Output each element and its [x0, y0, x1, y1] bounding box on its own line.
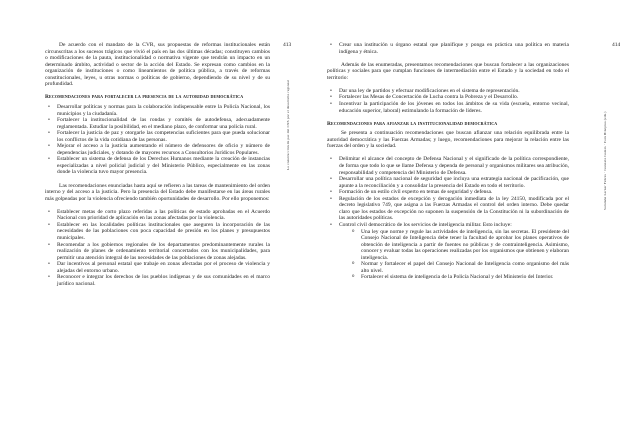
sub-list-item: o Normar y fortalecer el papel del Consejo Nacional de Inteligencia como organismo del más alto nivel. — [339, 261, 569, 274]
list-item: • Delimitar el alcance del concepto de Defensa Nacional y el significado de la política correspondiente, de forma que todo lo que se llame Defensa y dependa de personal y organismos militares sea atribución, responsabilidad y competencia del Ministerio de Defensa. — [327, 156, 569, 176]
section-heading-institutionality: Recomendaciones para afianzar la institucionalidad democrática — [327, 120, 498, 127]
left-text-column — [45, 42, 270, 294]
running-head-left: La construcción de paz del CNS por el desarrollo regional — [286, 79, 290, 170]
sub-list-item: o Fortalecer el sistema de inteligencia de la Policía Nacional y del Ministerio del Interior. — [339, 274, 569, 281]
list-item: • Establecer un sistema de defensa de los Derechos Humanos mediante la creación de instancias especializadas a nivel policial judicial y del Ministerio Público, especialmente en las zonas donde la violencia tuvo mayor presencia. — [45, 156, 270, 176]
body-paragraph: Las recomendaciones enunciadas hasta aquí se refieren a las tareas de mantenimiento del orden interno y del acceso a la justicia. Pero la presencia del Estado debe manifestarse en las áreas rurales más golpeadas por la violencia ofreciendo también oportunidades de desarrollo. Por ello proponemos: — [45, 182, 270, 202]
right-page — [300, 0, 620, 431]
list-item: • Fortalecer las Mesas de Concertación de Lucha contra la Pobreza y el Desarrollo. — [327, 94, 569, 101]
right-text-column — [327, 42, 569, 287]
list-item: • Dar una ley de partidos y efectuar modificaciones en el sistema de representación. — [327, 88, 569, 95]
left-page — [0, 0, 300, 431]
list-item: • Fortalecer la justicia de paz y otorgarle las competencias suficientes para que pueda solucionar los conflictos de la vida cotidiana de las personas. — [45, 130, 270, 143]
list-item: • Crear una institución u órgano estatal que planifique y ponga en práctica una política en materia indígena y étnica. — [327, 42, 569, 55]
page-number-left: 413 — [283, 42, 292, 48]
list-item: • Mejorar el acceso a la justicia aumentando el número de defensores de oficio y número de dependencias judiciales, y dotando de mayores recursos a Consultorios Jurídicos Populares. — [45, 143, 270, 156]
list-item: • Desarrollar una política nacional de seguridad que incluya una estrategia nacional de pacificación, que apunte a la reconciliación y a consolidar la presencia del Estado en todo el territorio. — [327, 176, 569, 189]
bullet-list-defense — [327, 156, 569, 280]
bullet-list-development — [45, 209, 270, 288]
body-paragraph: Además de las enumeradas, presentamos recomendaciones que buscan fortalecer a las organizaciones políticas y sociales para que cumplan funciones de intermediación entre el Estado y la sociedad en todo el territorio: — [327, 61, 569, 81]
body-paragraph: Se presenta a continuación recomendaciones que buscan afianzar una relación equilibrada entre la autoridad democrática y las Fuerzas Armadas; y luego, recomendaciones para mejorar la relación entre las fuerzas del orden y la sociedad. — [327, 130, 569, 150]
list-item: • Establecer metas de corto plazo referidas a las políticas de estado aprobadas en el Acuerdo Nacional con prioridad de aplicación en las zonas afectadas por la violencia. — [45, 209, 270, 222]
list-item-text: Control civil democrático de los servicios de inteligencia militar. Esto incluye: — [339, 221, 512, 228]
bullet-list-presence — [45, 104, 270, 176]
list-item: • Regulación de los estados de excepción y derogación inmediata de la ley 24150, modificada por el decreto legislativo 749, que asigna a las Fuerzas Armadas el control del orden interno. Debe quedar claro que los estados de excepción no suponen la suspensión de la Constitución ni la subordinación de las autoridades políticas. — [327, 196, 569, 222]
list-item: • Establecer en las localidades políticas institucionales que aseguren la incorporación de las necesidades de las poblaciones con poca capacidad de presión en los planes y presupuestos municipales. — [45, 222, 270, 242]
running-head-right: Salomón Lerner Febres · Gonzalo Gamio · Iván Hinojosa (eds.) — [603, 111, 607, 210]
sub-list-item: o Una ley que norme y regule las actividades de inteligencia, sin las secretas. El presidente del Consejo Nacional de Inteligencia debe tener la facultad de aprobar los planes operativos de obtención de inteligencia a partir de fuentes no públicas y de contrainteligencia. Asimismo, conocer y evaluar todas las operaciones realizadas por los organismos que obtienen y elaboran inteligencia. — [339, 229, 569, 262]
list-item: • Formación de un estilo civil experto en temas de seguridad y defensa. — [327, 189, 569, 196]
bullet-list-indigenous — [327, 42, 569, 55]
list-item: • Incentivar la participación de los jóvenes en todos los ámbitos de su vida (escuela, entorno vecinal, educación superior, laboral) estimulando la formación de líderes. — [327, 101, 569, 114]
sub-bullet-list-intelligence — [339, 229, 569, 281]
list-item: • Recomendar a los gobiernos regionales de los departamentos predominantemente rurales la realización de planes de ordenamiento territorial concertados con los municipalidades, para permitir una atención integral de las necesidades de las poblaciones de zonas alejadas. — [45, 242, 270, 262]
list-item: • Desarrollar políticas y normas para la colaboración indispensable entre la Policía Nacional, los municipios y la ciudadanía. — [45, 104, 270, 117]
list-item: • Fortalecer la institucionalidad de las rondas y comités de autodefensa, adecuadamente reglamentada. Estudiar la posibilidad, en el mediano plazo, de conformar una policía rural. — [45, 117, 270, 130]
intro-paragraph: De acuerdo con el mandato de la CVR, sus propuestas de reformas institucionales están circunscritas a los sucesos trágicos que vivió el país en las dos últimas décadas; constituyen cambios o modificaciones de la pauta, institucionalidad o normativa vigente que tendrán un impacto en un determinado ámbito, actividad o sector de la acción del Estado. Se expresan como cambios en la organización de instituciones o como lineamientos de política pública, a través de reformas constitucionales, leyes, u otras normas o políticas de gobierno, dependiendo de su nivel y de su profundidad. — [45, 42, 270, 88]
page-number-right: 414 — [612, 42, 620, 48]
list-item: • Reconocer e integrar los derechos de los pueblos indígenas y de sus comunidades en el marco jurídico nacional. — [45, 274, 270, 287]
list-item: • Dar incentivos al personal estatal que trabaje en zonas afectadas por el proceso de violencia y alejadas del entorno urbano. — [45, 261, 270, 274]
section-heading-presence: Recomendaciones para fortalecer la presencia de la autoridad democrática — [45, 94, 244, 101]
list-item — [327, 222, 569, 281]
bullet-list-organizations — [327, 88, 569, 114]
